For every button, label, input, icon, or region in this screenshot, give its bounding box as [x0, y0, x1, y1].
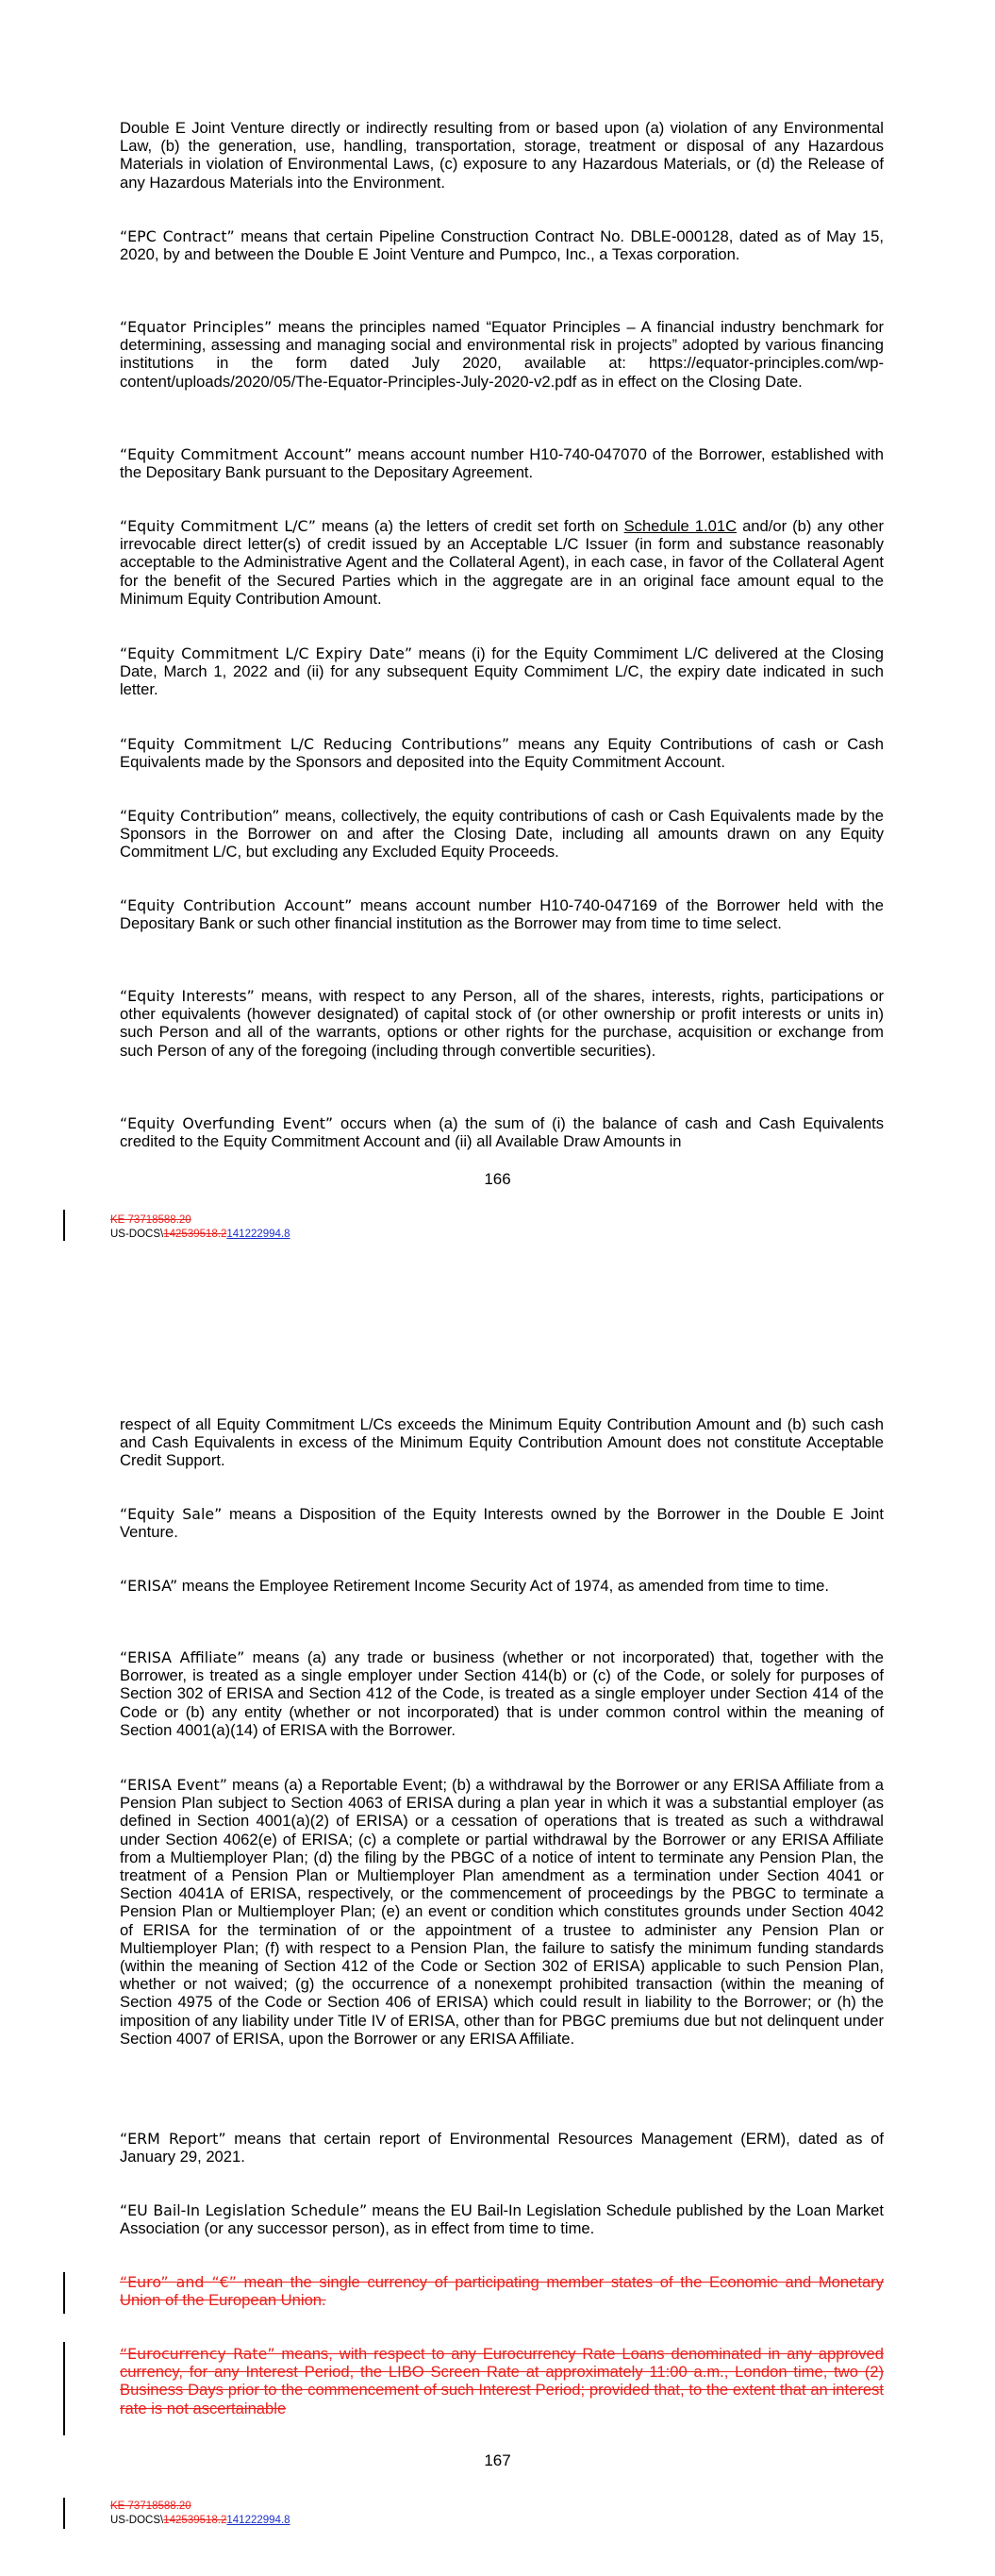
document-page-166 [0, 0, 995, 1283]
definition-erisa-event: “ERISA Event” means (a) a Reportable Event; (b) a withdrawal by the Borrower or any ERISA Affiliate from a Pension Plan subject to Section 4063 of ERISA during a plan year in which it was a substantial employer (as defined in Section 4001(a)(2) of ERISA) or a cessation of operations that is treated as such a withdrawal under Section 4062(e) of ERISA; (c) a complete or partial withdrawal by the Borrower or any ERISA Affiliate from a Multiemployer Plan; (d) the filing by the PBGC of a notice of intent to terminate any Pension Plan, the treatment of a Pension Plan or Multiemployer Plan amendment as a termination under Section 4041 or Section 4041A of ERISA, respectively, or the commencement of proceedings by the PBGC to terminate a Pension Plan or Multiemployer Plan; (e) an event or condition which constitutes grounds under Section 4042 of ERISA for the termination of or the appointment of a trustee to administer any Pension Plan or Multiemployer Plan; (f) with respect to a Pension Plan, the failure to satisfy the minimum funding standards (within the meaning of Section 412 of the Code or Section 302 of ERISA) applicable to such Pension Plan, whether or not waived; (g) the occurrence of a nonexempt prohibited transaction (within the meaning of Section 4975 of the Code or Section 406 of ERISA) which could result in liability to the Borrower; or (h) the imposition of any liability under Title IV of ERISA, other than for PBGC premiums due but not delinquent under Section 4007 of ERISA, upon the Borrower or any ERISA Affiliate. [120, 1776, 884, 2048]
definition-equity-overfunding-event: “Equity Overfunding Event” occurs when (a) the sum of (i) the balance of cash and Cash Equivalents credited to the Equity Commitment Account and (ii) all Available Draw Amounts in [120, 1114, 884, 1151]
definition-equator-principles: “Equator Principles” means the principles named “Equator Principles – A financial industry benchmark for determining, assessing and managing social and environmental risk in projects” adopted by various financing institutions in the form dated July 2020, available at: https://equator-principles.com/wp-content/uploads/2020/05/The-Equator-Principles-July-2020-v2.pdf as in effect on the Closing Date. [120, 318, 884, 391]
schedule-reference: Schedule 1.01C [623, 517, 738, 535]
defined-term: “Equity Commitment L/C Expiry Date” [120, 644, 413, 662]
paragraph-environmental-claim-continuation: Double E Joint Venture directly or indirectly resulting from or based upon (a) violation of any Environmental Law, (b) the generation, use, handling, transportation, storage, treatment or disposal of any Hazardous Materials in violation of Environmental Laws, (c) exposure to any Hazardous Materials, or (d) the Release of any Hazardous Materials into the Environment. [120, 119, 884, 192]
paragraph-overfunding-continuation: respect of all Equity Commitment L/Cs exceeds the Minimum Equity Contribution Amount and (b) such cash and Cash Equivalents in excess of the Minimum Equity Contribution Amount does not constitute Acceptable Credit Support. [120, 1415, 884, 1470]
defined-term: “ERISA Event” [120, 1776, 227, 1794]
document-footer [110, 1213, 290, 1242]
defined-term: “Equity Contribution Account” [120, 896, 353, 914]
definition-equity-contribution-account: “Equity Contribution Account” means account number H10-740-047169 of the Borrower held with the Depositary Bank or such other financial institution as the Borrower may from time to time select. [120, 896, 884, 933]
page-number: 167 [484, 2451, 511, 2469]
definition-equity-commitment-lc-expiry-date: “Equity Commitment L/C Expiry Date” means (i) for the Equity Commiment L/C delivered at the Closing Date, March 1, 2022 and (ii) for any subsequent Equity Commiment L/C, the expiry date indicated in such letter. [120, 644, 884, 699]
change-bar [63, 1210, 65, 1241]
definition-equity-sale: “Equity Sale” means a Disposition of the Equity Interests owned by the Borrower in the Double E Joint Venture. [120, 1505, 884, 1542]
deleted-definition-eurocurrency-rate: “Eurocurrency Rate” means, with respect to any Eurocurrency Rate Loans denominated in any approved currency, for any Interest Period, the LIBO Screen Rate at approximately 11:00 a.m., London time, two (2) Business Days prior to the commencement of such Interest Period; provided that, to the extent that an interest rate is not ascertainable [120, 2345, 884, 2417]
document-footer [110, 2500, 290, 2528]
definition-epc-contract: “EPC Contract” means that certain Pipeline Construction Contract No. DBLE-000128, dated as of May 15, 2020, by and between the Double E Joint Venture and Pumpco, Inc., a Texas corporation. [120, 227, 884, 264]
footer-doc-id: US-DOCS\142539518.2141222994.8 [110, 2515, 290, 2526]
defined-term: “ERISA Affiliate” [120, 1648, 245, 1666]
definition-erm-report: “ERM Report” means that certain report of Environmental Resources Management (ERM), dated as of January 29, 2021. [120, 2130, 884, 2166]
defined-term: “Equator Principles” [120, 318, 273, 336]
defined-term: “Equity Contribution” [120, 807, 280, 825]
definition-equity-commitment-lc: “Equity Commitment L/C” means (a) the letters of credit set forth on Schedule 1.01C and/or (b) any other irrevocable direct letter(s) of credit issued by an Acceptable L/C Issuer (in form and substance reasonably acceptable to the Administrative Agent and the Collateral Agent), in each case, in favor of the Collateral Agent for the benefit of the Secured Parties which in the aggregate are in an original face amount equal to the Minimum Equity Contribution Amount. [120, 517, 884, 608]
defined-term: “Equity Interests” [120, 987, 255, 1005]
definition-equity-contribution: “Equity Contribution” means, collectively, the equity contributions of cash or Cash Equivalents made by the Sponsors in the Borrower on and after the Closing Date, including all amounts drawn on any Equity Commitment L/C, but excluding any Excluded Equity Proceeds. [120, 807, 884, 861]
defined-term: “Eurocurrency Rate” [120, 2345, 275, 2363]
change-bar [63, 2272, 65, 2314]
defined-term: “Equity Commitment L/C Reducing Contributions” [120, 735, 510, 753]
defined-term: “Euro” and “€” [120, 2273, 237, 2291]
change-bar [63, 2498, 65, 2529]
defined-term: “Equity Commitment L/C” [120, 517, 316, 535]
definition-equity-commitment-account: “Equity Commitment Account” means account number H10-740-047070 of the Borrower, established with the Depositary Bank pursuant to the Depositary Agreement. [120, 445, 884, 482]
definition-eu-bail-in-legislation-schedule: “EU Bail-In Legislation Schedule” means the EU Bail-In Legislation Schedule published by the Loan Market Association (or any successor person), as in effect from time to time. [120, 2201, 885, 2238]
defined-term: “Equity Sale” [120, 1505, 223, 1523]
deleted-definition-euro: “Euro” and “€” mean the single currency of participating member states of the Economic and Monetary Union of the European Union. [120, 2273, 885, 2310]
defined-term: “ERISA” [120, 1577, 178, 1595]
document-page-167 [0, 1406, 995, 2576]
footer-doc-id: US-DOCS\142539518.2141222994.8 [110, 1229, 290, 1240]
definition-erisa: “ERISA” means the Employee Retirement Income Security Act of 1974, as amended from time to time. [120, 1577, 829, 1595]
footer-deleted-id: KE 73718588.20 [110, 1214, 191, 1226]
defined-term: “EPC Contract” [120, 227, 235, 245]
page-number: 166 [484, 1170, 511, 1188]
definition-equity-commitment-lc-reducing-contributions: “Equity Commitment L/C Reducing Contributions” means any Equity Contributions of cash or Cash Equivalents made by the Sponsors and deposited into the Equity Commitment Account. [120, 735, 885, 772]
defined-term: “ERM Report” [120, 2130, 226, 2148]
defined-term: “Equity Commitment Account” [120, 445, 353, 463]
defined-term: “EU Bail-In Legislation Schedule” [120, 2201, 368, 2219]
definition-equity-interests: “Equity Interests” means, with respect to any Person, all of the shares, interests, rights, participations or other equivalents (however designated) of capital stock of (or other ownership or profit interests or units in) such Person and all of the warrants, options or other rights for the purchase, acquisition or exchange from such Person of any of the foregoing (including through convertible securities). [120, 987, 884, 1060]
defined-term: “Equity Overfunding Event” [120, 1114, 334, 1132]
definition-erisa-affiliate: “ERISA Affiliate” means (a) any trade or business (whether or not incorporated) that, together with the Borrower, is treated as a single employer under Section 414(b) or (c) of the Code, or solely for purposes of Section 302 of ERISA and Section 412 of the Code, is treated as a single employer under Section 414 of the Code or (b) any entity (whether or not incorporated) that is under common control within the meaning of Section 4001(a)(14) of ERISA with the Borrower. [120, 1648, 884, 1739]
footer-deleted-id: KE 73718588.20 [110, 2501, 191, 2512]
change-bar [63, 2342, 65, 2435]
